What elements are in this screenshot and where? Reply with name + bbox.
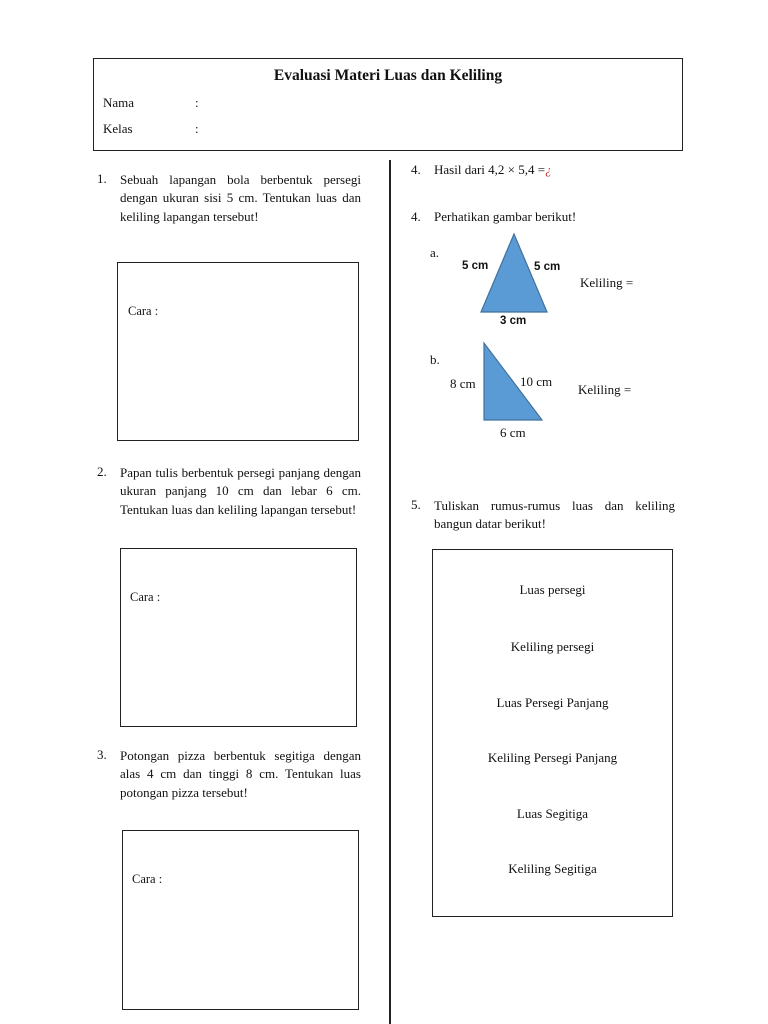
class-label: Kelas	[103, 121, 133, 136]
figure-b-keliling-label: Keliling =	[578, 382, 632, 397]
question-2-cara-label: Cara :	[130, 590, 161, 604]
question-5-number: 5.	[411, 497, 421, 512]
question-2-number: 2.	[97, 464, 107, 479]
figure-b-letter: b.	[430, 352, 440, 367]
formula-keliling-persegi-panjang: Keliling Persegi Panjang	[487, 750, 618, 765]
question-3-number: 3.	[97, 747, 107, 762]
question-1-text: Sebuah lapangan bola berbentuk persegi dengan ukuran sisi 5 cm. Tentukan luas dan keliling lapangan tersebut!	[120, 172, 361, 224]
formula-box	[432, 549, 673, 917]
question-5-text: Tuliskan rumus-rumus luas dan keliling bangun datar berikut!	[434, 498, 675, 532]
figure-a-right-side-label: 5 cm	[534, 261, 561, 273]
question-3-text: Potongan pizza berbentuk segitiga dengan alas 4 cm dan tinggi 8 cm. Tentukan luas potongan pizza tersebut!	[120, 748, 361, 800]
figure-b-hypotenuse-label: 10 cm	[520, 374, 553, 389]
isosceles-triangle	[481, 234, 547, 312]
question-3-answer-box[interactable]	[122, 830, 359, 1010]
question-4a-answer-symbol: ¿	[545, 162, 552, 177]
question-4b-text: Perhatikan gambar berikut!	[434, 209, 577, 224]
figure-a-left-side-label: 5 cm	[462, 260, 489, 272]
figure-a-base-label: 3 cm	[500, 315, 527, 327]
column-divider	[389, 160, 391, 1024]
formula-keliling-persegi: Keliling persegi	[510, 639, 595, 654]
page-title: Evaluasi Materi Luas dan Keliling	[273, 67, 503, 84]
question-4a-text: Hasil dari 4,2 × 5,4 =	[434, 162, 546, 177]
header-box	[93, 58, 683, 151]
question-4b-number: 4.	[411, 209, 421, 224]
figure-a-letter: a.	[430, 245, 440, 260]
isosceles-triangle-shape	[478, 232, 550, 314]
name-colon: :	[195, 95, 199, 110]
formula-luas-persegi-panjang: Luas Persegi Panjang	[496, 695, 609, 710]
question-4a-text-line	[434, 162, 552, 178]
question-1-number: 1.	[97, 171, 107, 186]
formula-keliling-segitiga: Keliling Segitiga	[508, 861, 597, 876]
question-2-answer-box[interactable]	[120, 548, 357, 727]
formula-luas-persegi: Luas persegi	[519, 582, 586, 597]
question-3-cara-label: Cara :	[132, 872, 163, 886]
question-1-cara-label: Cara :	[128, 304, 159, 318]
question-2-text: Papan tulis berbentuk persegi panjang dengan ukuran panjang 10 cm dan lebar 6 cm. Tentukan luas dan keliling lapangan tersebut!	[120, 465, 361, 517]
formula-luas-segitiga: Luas Segitiga	[516, 806, 589, 821]
figure-a-keliling-label: Keliling =	[580, 275, 634, 290]
question-1-answer-box[interactable]	[117, 262, 359, 441]
figure-b-left-side-label: 8 cm	[450, 376, 476, 391]
class-colon: :	[195, 121, 199, 136]
figure-b-base-label: 6 cm	[500, 425, 526, 440]
question-4a-number: 4.	[411, 162, 421, 177]
name-label: Nama	[103, 95, 135, 110]
